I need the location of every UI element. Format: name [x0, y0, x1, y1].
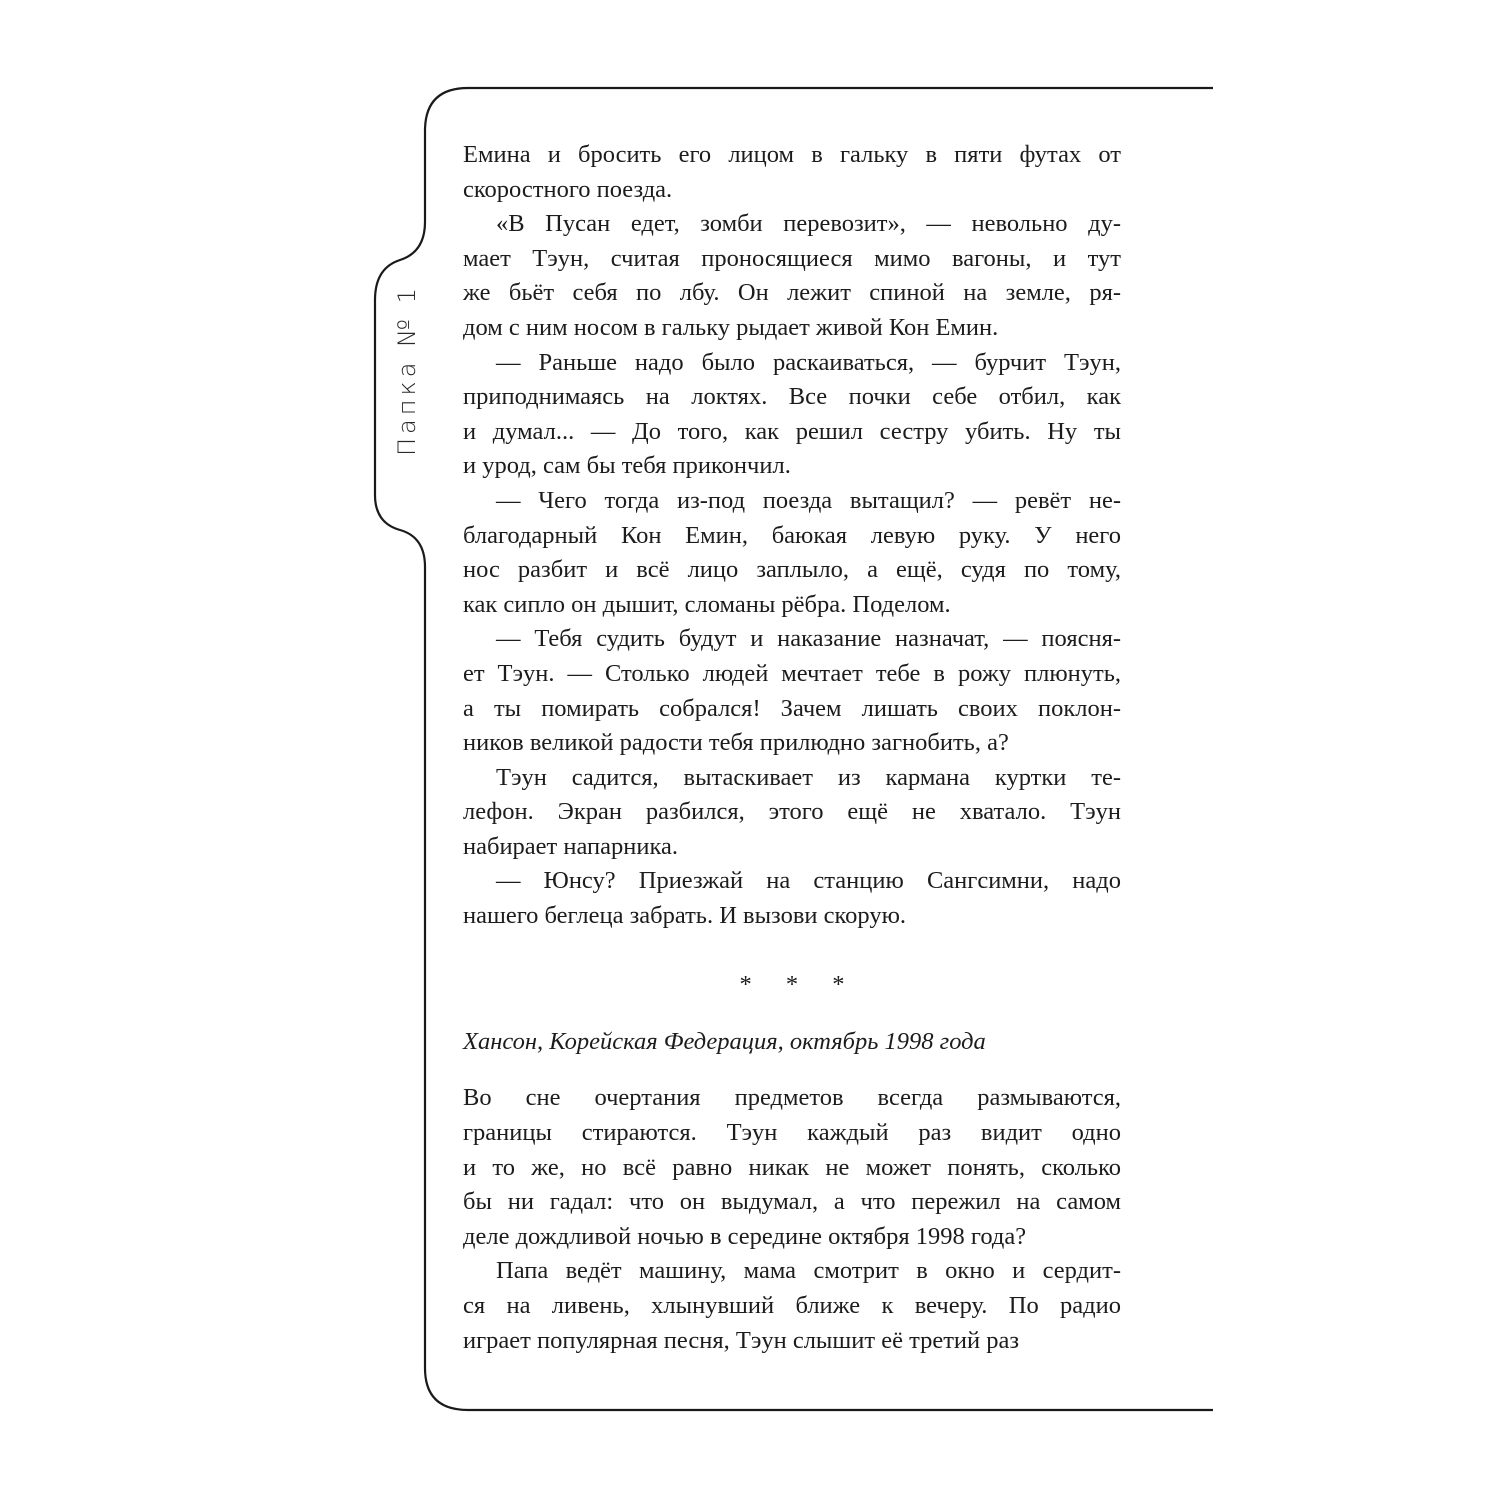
paragraph — [463, 622, 1121, 760]
section-gap — [463, 1059, 1121, 1081]
text-line: а ты помирать собрался! Зачем лишать своих поклон- — [463, 694, 1121, 722]
book-page-text — [463, 138, 1121, 1358]
section-separator: * * * — [739, 971, 859, 999]
text-line: и урод, сам бы тебя прикончил. — [463, 452, 791, 480]
paragraph — [463, 1081, 1121, 1254]
paragraph — [463, 864, 1121, 933]
text-line: нашего беглеца забрать. И вызови скорую. — [463, 902, 907, 930]
text-line: же бьёт себя по лбу. Он лежит спиной на земле, ря- — [463, 279, 1121, 307]
text-line: — Чего тогда из-под поезда вытащил? — ревёт не- — [496, 486, 1121, 514]
text-line: Папа ведёт машину, мама смотрит в окно и сердит- — [496, 1257, 1121, 1285]
text-line: Тэун садится, вытаскивает из кармана куртки те- — [496, 763, 1121, 791]
text-line: скоростного поезда. — [463, 175, 673, 203]
text-line: набирает напарника. — [463, 832, 679, 860]
text-line: благодарный Кон Емин, баюкая левую руку. У него — [463, 521, 1121, 549]
text-line: ся на ливень, хлынувший ближе к вечеру. По радио — [463, 1292, 1121, 1319]
text-line: Во сне очертания предметов всегда размываются, — [463, 1084, 1121, 1112]
text-line: нос разбит и всё лицо заплыло, а ещё, судя по тому, — [463, 556, 1121, 584]
section-gap — [463, 934, 1121, 969]
text-line: как сипло он дышит, сломаны рёбра. Поделом. — [463, 590, 951, 618]
text-line: Емина и бросить его лицом в гальку в пяти футах от — [463, 141, 1121, 168]
text-line: — Тебя судить будут и наказание назначат, — поясня- — [496, 625, 1121, 653]
text-line: и думал... — До того, как решил сестру убить. Ну ты — [463, 417, 1121, 445]
text-line: приподнимаясь на локтях. Все почки себе отбил, как — [463, 383, 1121, 411]
text-line: ников великой радости тебя прилюдно загнобить, а? — [463, 729, 1009, 757]
text-line: лефон. Экран разбился, этого ещё не хватало. Тэун — [463, 798, 1121, 826]
text-line: мает Тэун, считая проносящиеся мимо вагоны, и тут — [463, 244, 1121, 272]
paragraph — [463, 346, 1121, 484]
paragraph — [463, 138, 1121, 207]
top-paragraphs — [463, 138, 1121, 934]
text-line: границы стираются. Тэун каждый раз видит одно — [463, 1119, 1121, 1147]
text-line: «В Пусан едет, зомби перевозит», — невольно ду- — [496, 210, 1121, 238]
text-line: ет Тэун. — Столько людей мечтает тебе в рожу плюнуть, — [463, 659, 1121, 687]
text-line: и то же, но всё равно никак не может понять, сколько — [463, 1153, 1121, 1181]
text-line: — Раньше надо было раскаиваться, — бурчит Тэун, — [496, 348, 1121, 376]
bottom-paragraphs — [463, 1081, 1121, 1358]
text-line: играет популярная песня, Тэун слышит её третий раз — [463, 1326, 1020, 1354]
paragraph — [463, 484, 1121, 622]
text-line: — Юнсу? Приезжай на станцию Сангсимни, надо — [496, 867, 1121, 895]
paragraph — [463, 1254, 1121, 1358]
text-line: дом с ним носом в гальку рыдает живой Кон Емин. — [463, 313, 999, 341]
paragraph — [463, 761, 1121, 865]
paragraph — [463, 207, 1121, 345]
text-line: бы ни гадал: что он выдумал, а что пережил на самом — [463, 1188, 1121, 1216]
section-gap — [463, 1003, 1121, 1025]
place-date-heading: Хансон, Корейская Федерация, октябрь 1998 года — [463, 1027, 986, 1055]
folder-tab-label: Папка № 1 — [393, 284, 421, 456]
text-line: деле дождливой ночью в середине октября 1998 года? — [463, 1222, 1027, 1250]
